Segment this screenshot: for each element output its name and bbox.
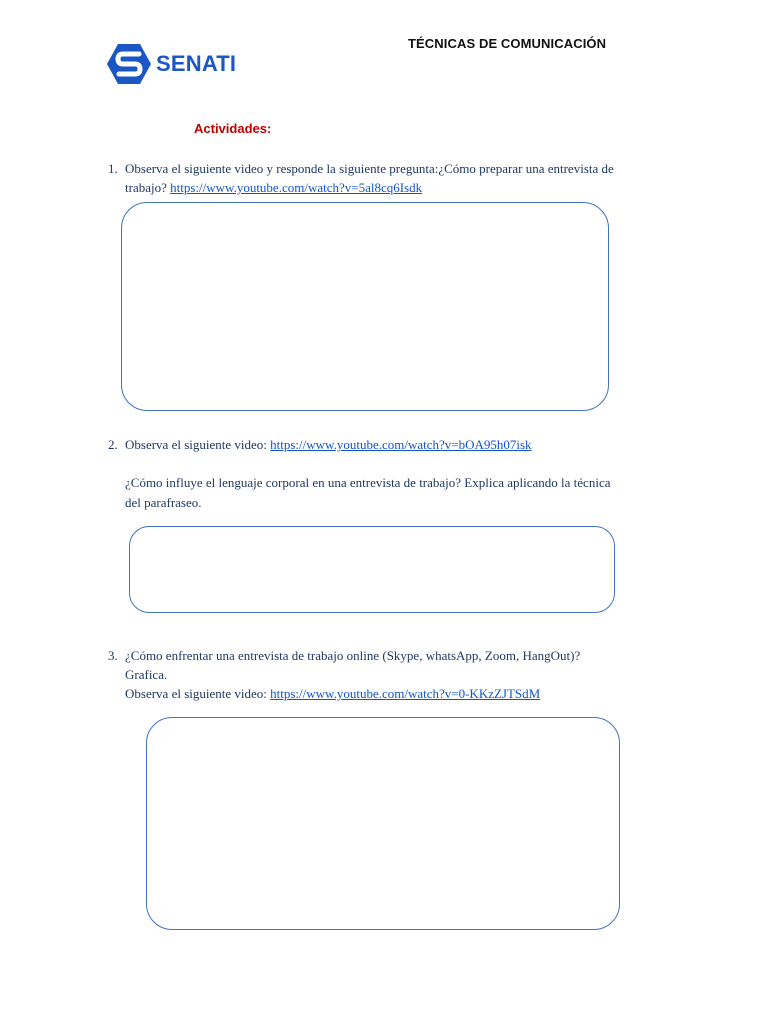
item-2-question-line1: ¿Cómo influye el lenguaje corporal en una entrevista de trabajo? Explica aplicando la técnica	[125, 475, 611, 490]
item-1-trabajo-label: trabajo?	[125, 180, 167, 195]
item-1-text-line2	[125, 178, 422, 197]
item-1-number: 1.	[108, 161, 118, 176]
item-1-video-link[interactable]: https://www.youtube.com/watch?v=5al8cq6Isdk	[170, 180, 423, 195]
item-3-intro: Observa el siguiente video:	[125, 686, 267, 701]
item-2-number: 2.	[108, 437, 118, 452]
answer-box-2[interactable]	[129, 526, 615, 613]
logo-wordmark: SENATI	[156, 51, 237, 76]
senati-logo	[106, 43, 246, 85]
item-2-intro-line	[125, 435, 532, 454]
item-2-video-link[interactable]: https://www.youtube.com/watch?v=bOA95h07isk	[270, 437, 532, 452]
item-3-question-line1: ¿Cómo enfrentar una entrevista de trabajo online (Skype, whatsApp, Zoom, HangOut)?	[125, 648, 581, 663]
item-1-text-line1: Observa el siguiente video y responde la siguiente pregunta:¿Cómo preparar una entrevista de	[125, 161, 614, 176]
item-3-intro-line	[125, 684, 540, 703]
answer-box-3[interactable]	[146, 717, 620, 930]
activities-heading: Actividades:	[194, 121, 272, 136]
item-3-question-line2: Grafica.	[125, 667, 168, 682]
item-3-number: 3.	[108, 648, 118, 663]
item-2-question-line2: del parafraseo.	[125, 495, 202, 510]
item-2-intro: Observa el siguiente video:	[125, 437, 267, 452]
senati-emblem-icon	[106, 43, 152, 85]
course-title: TÉCNICAS DE COMUNICACIÓN	[408, 36, 607, 51]
answer-box-1[interactable]	[121, 202, 609, 411]
item-3-video-link[interactable]: https://www.youtube.com/watch?v=0-KKzZJTSdM	[270, 686, 541, 701]
